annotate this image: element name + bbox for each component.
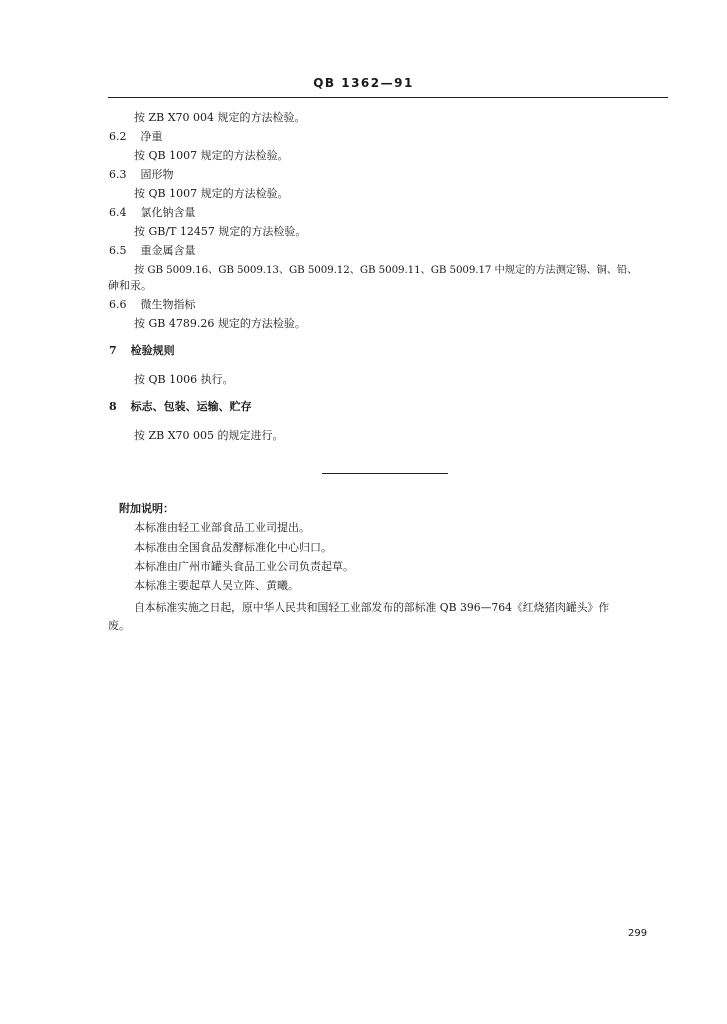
section-7-heading [109,344,175,358]
section-6-1-body: 按 ZB X70 004 规定的方法检验。 [134,111,306,124]
section-number: 6.5 [109,244,127,257]
section-6-3-heading [109,168,174,182]
section-6-4-heading [109,206,196,220]
section-number: 6.4 [109,206,127,219]
notes-line: 自本标准实施之日起，原中华人民共和国轻工业部发布的部标准 QB 396—764《红烧猪肉罐头》作 [134,601,610,614]
section-6-6-heading [109,298,196,312]
section-6-5-body-continued: 砷和汞。 [108,279,152,292]
section-title: 标志、包装、运输、贮存 [130,400,252,413]
section-6-4-body: 按 GB/T 12457 规定的方法检验。 [134,225,307,238]
notes-line: 本标准主要起草人吴立阵、黄曦。 [134,579,299,592]
section-7-body: 按 QB 1006 执行。 [134,373,234,386]
section-title: 重金属含量 [140,244,196,257]
section-title: 固形物 [140,168,174,181]
notes-line: 本标准由轻工业部食品工业司提出。 [134,521,310,534]
section-number: 6.3 [109,168,127,181]
section-number: 6.2 [109,130,127,143]
section-number: 7 [109,344,117,357]
notes-line: 本标准由广州市罐头食品工业公司负责起草。 [134,560,354,573]
section-title: 检验规则 [130,344,175,357]
notes-title: 附加说明： [119,502,174,515]
section-number: 8 [109,400,117,413]
section-8-body: 按 ZB X70 005 的规定进行。 [134,429,284,442]
document-code-header: QB 1362—91 [313,76,414,90]
notes-line: 本标准由全国食品发酵标准化中心归口。 [134,541,332,554]
section-6-5-heading [109,244,196,258]
section-8-heading [109,400,252,414]
section-6-2-heading [109,130,163,144]
section-number: 6.6 [109,298,127,311]
section-6-2-body: 按 QB 1007 规定的方法检验。 [134,149,289,162]
end-of-standard-rule [322,473,448,474]
section-title: 净重 [140,130,163,143]
section-title: 氯化钠含量 [140,206,196,219]
section-6-3-body: 按 QB 1007 规定的方法检验。 [134,187,289,200]
section-title: 微生物指标 [140,298,196,311]
section-6-5-body: 按 GB 5009.16、GB 5009.13、GB 5009.12、GB 5009.11、GB 5009.17 中规定的方法测定锡、铜、铅、 [134,264,638,276]
header-divider [108,97,668,98]
notes-line-continued: 废。 [108,619,130,632]
section-6-6-body: 按 GB 4789.26 规定的方法检验。 [134,317,306,330]
page-number: 299 [628,928,648,939]
